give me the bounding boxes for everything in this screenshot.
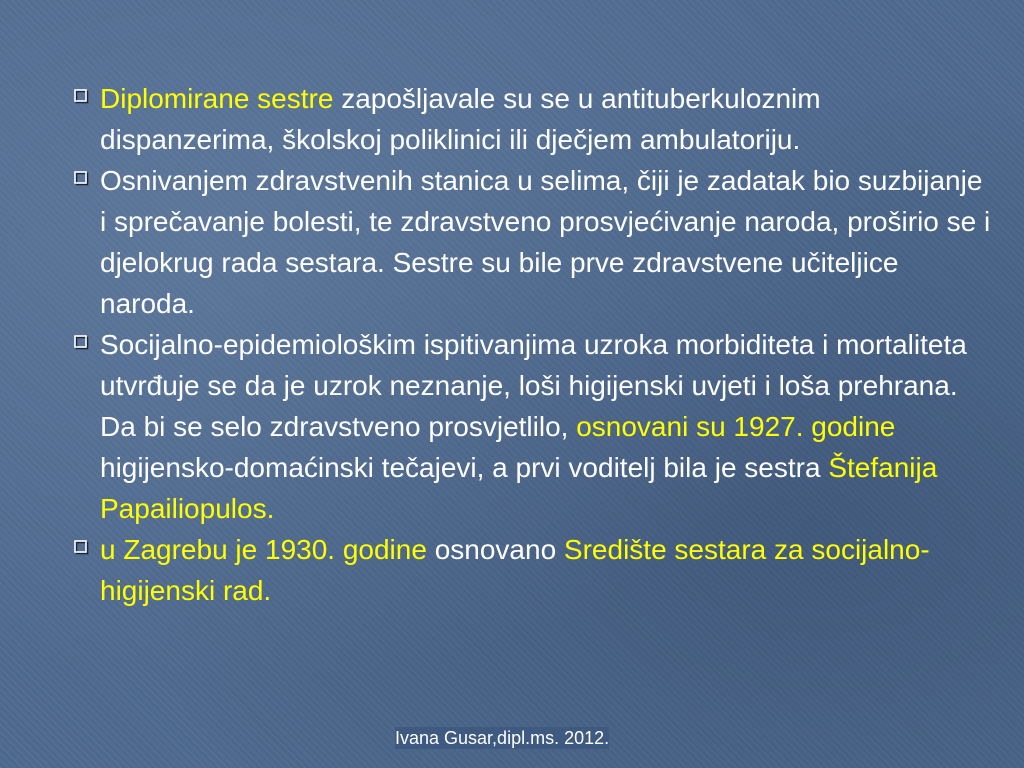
checkbox-square-icon <box>74 540 90 556</box>
bullet-3-highlight-name: Štefanija Papailiopulos. <box>100 452 938 524</box>
bullet-3-text: Socijalno-epidemiološkim ispitivanjima uzroka morbiditeta i mortaliteta utvrđuje se da je uzrok neznanje, loši higijenski uvjeti i loša prehrana. Da bi se selo zdravstveno prosvjetlilo, <box>100 329 967 442</box>
checkbox-square-icon <box>74 171 90 187</box>
checkbox-square-icon <box>74 89 90 105</box>
bullet-4-highlight-place: u Zagrebu je 1930. godine <box>100 534 427 565</box>
bullet-item-2 <box>74 160 994 324</box>
bullet-item-3 <box>74 324 994 529</box>
slide-footer: Ivana Gusar,dipl.ms. 2012. <box>395 728 610 748</box>
bullet-4-highlight-institution: Središte sestara za socijalno-higijenski rad. <box>100 534 930 606</box>
bullet-4-text: osnovano <box>426 534 564 565</box>
bullet-3-text-cont: higijensko-domaćinski tečajevi, a prvi voditelj bila je sestra <box>100 452 829 483</box>
bullet-item-1 <box>74 78 994 160</box>
bullet-1-highlight-text: Diplomirane sestre <box>100 83 334 114</box>
bullet-item-4 <box>74 529 994 611</box>
bullet-3-highlight-date: osnovani su 1927. godine <box>576 411 896 442</box>
bullet-2-text: Osnivanjem zdravstvenih stanica u selima, čiji je zadatak bio suzbijanje i sprečavanje bolesti, te zdravstveno prosvjećivanje naroda, proširio se i djelokrug rada sestara. Sestre su bile prve zdravstvene učiteljice naroda. <box>100 165 991 319</box>
checkbox-square-icon <box>74 335 90 351</box>
bullet-list <box>74 78 994 611</box>
bullet-1-text: zapošljavale su se u antituberkuloznim dispanzerima, školskoj poliklinici ili dječjem ambulatoriju. <box>100 83 821 155</box>
